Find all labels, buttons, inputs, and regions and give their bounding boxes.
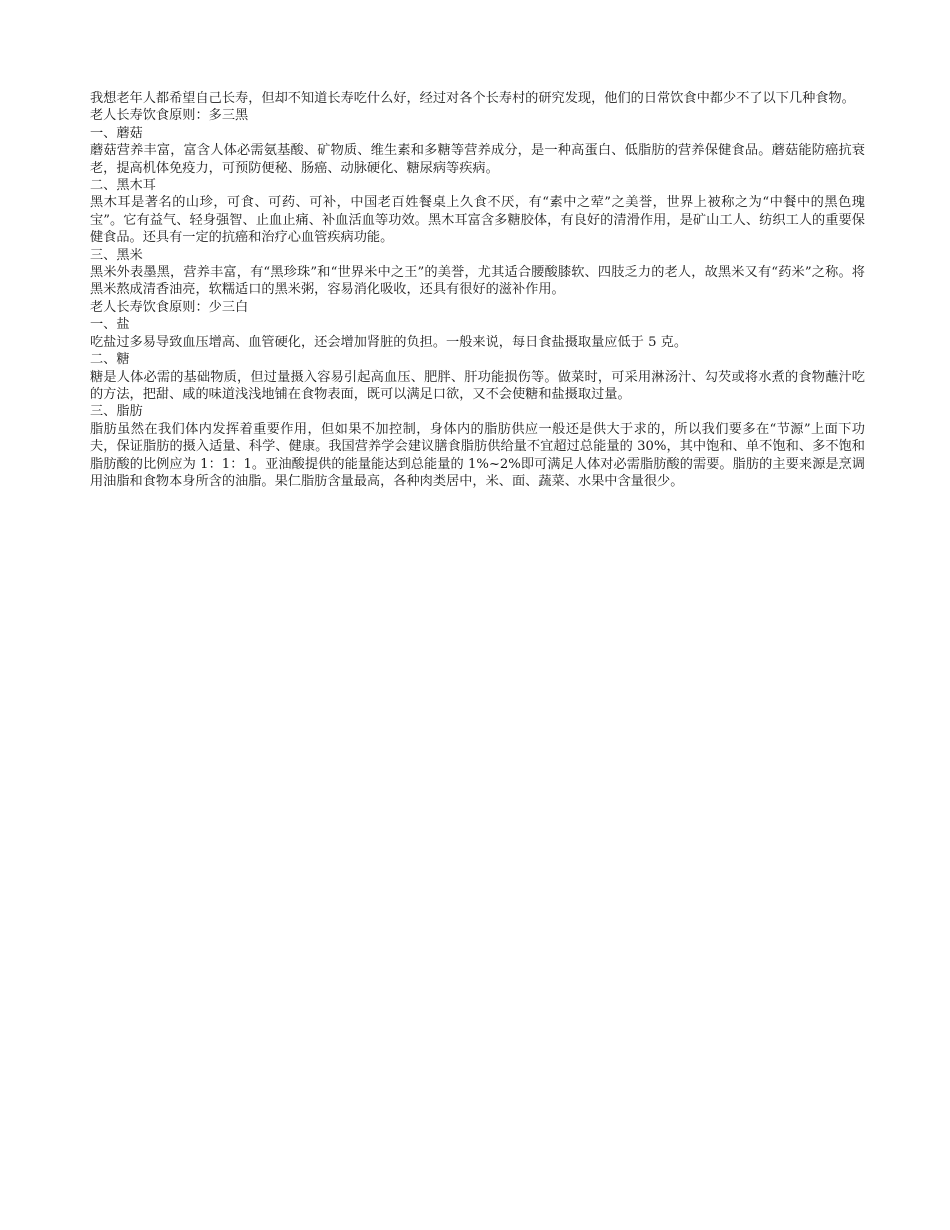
heading-mushroom: 一、蘑菇 [90, 125, 143, 141]
section-title-less-white: 老人长寿饮食原则：少三白 [90, 299, 249, 315]
paragraph-mushroom: 蘑菇营养丰富，富含人体必需氨基酸、矿物质、维生素和多糖等营养成分，是一种高蛋白、低脂肪的营养保健食品。蘑菇能防癌抗衰老，提高机体免疫力，可预防便秘、肠癌、动脉硬化、糖尿病等疾病。 [90, 143, 865, 176]
paragraph-sugar: 糖是人体必需的基础物质，但过量摄入容易引起高血压、肥胖、肝功能损伤等。做菜时，可采用淋汤汁、勾芡或将水煮的食物蘸汁吃的方法，把甜、咸的味道浅浅地铺在食物表面，既可以满足口欲，又不会使糖和盐摄取过量。 [90, 369, 865, 402]
document-body [90, 90, 865, 490]
paragraph-black-fungus: 黑木耳是著名的山珍，可食、可药、可补，中国老百姓餐桌上久食不厌，有“素中之荤”之美誉，世界上被称之为“中餐中的黑色瑰宝”。它有益气、轻身强智、止血止痛、补血活血等功效。黑木耳富含多糖胶体，有良好的清滑作用，是矿山工人、纺织工人的重要保健食品。还具有一定的抗癌和治疗心血管疾病功能。 [90, 195, 865, 246]
heading-black-fungus: 二、黑木耳 [90, 178, 156, 194]
paragraph-fat: 脂肪虽然在我们体内发挥着重要作用，但如果不加控制，身体内的脂肪供应一般还是供大于求的，所以我们要多在“节源”上面下功夫，保证脂肪的摄入适量、科学、健康。我国营养学会建议膳食脂肪供给量不宜超过总能量的 30%，其中饱和、单不饱和、多不饱和脂肪酸的比例应为 1：1：1。亚油酸提供的能量能达到总能量的 1%~2%即可满足人体对必需脂肪酸的需要。脂肪的主要来源是烹调用油脂和食物本身所含的油脂。果仁脂肪含量最高，各种肉类居中，米、面、蔬菜、水果中含量很少。 [90, 421, 865, 489]
heading-sugar: 二、糖 [90, 352, 130, 368]
heading-salt: 一、盐 [90, 317, 130, 333]
heading-black-rice: 三、黑米 [90, 247, 143, 263]
heading-fat: 三、脂肪 [90, 404, 143, 420]
intro-paragraph: 我想老年人都希望自己长寿，但却不知道长寿吃什么好，经过对各个长寿村的研究发现，他们的日常饮食中都少不了以下几种食物。 [90, 91, 855, 106]
paragraph-black-rice: 黑米外表墨黑，营养丰富，有“黑珍珠”和“世界米中之王”的美誉，尤其适合腰酸膝软、四肢乏力的老人，故黑米又有“药米”之称。将黑米熬成清香油亮，软糯适口的黑米粥，容易消化吸收，还具有很好的滋补作用。 [90, 265, 865, 298]
section-title-more-black: 老人长寿饮食原则：多三黑 [90, 108, 249, 124]
paragraph-salt: 吃盐过多易导致血压增高、血管硬化，还会增加肾脏的负担。一般来说，每日食盐摄取量应低于 5 克。 [90, 334, 688, 350]
